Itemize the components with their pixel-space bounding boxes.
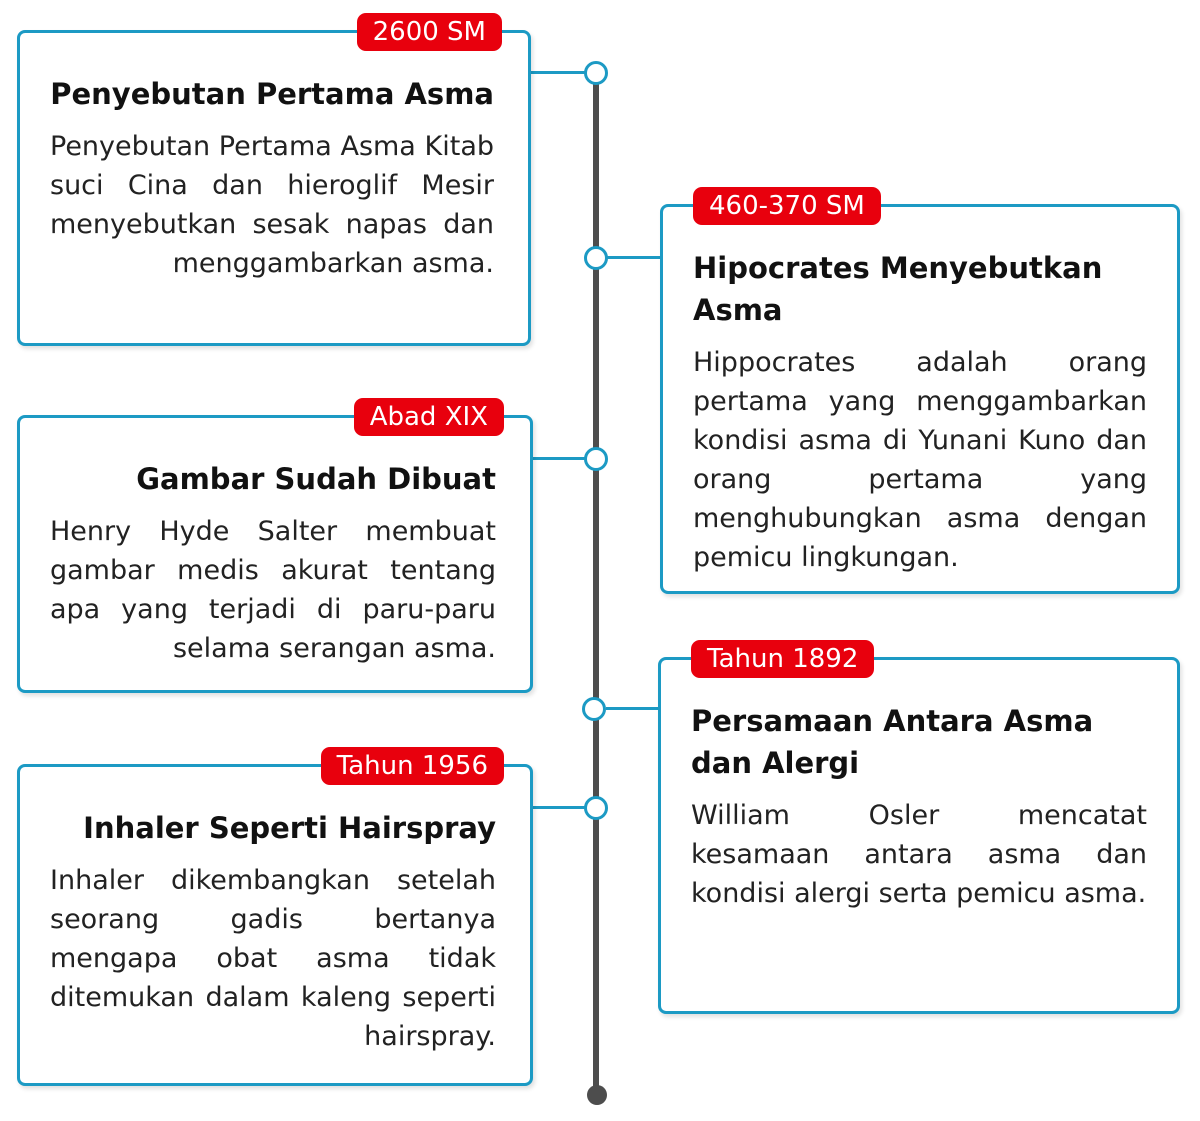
timeline-end-dot — [587, 1085, 607, 1105]
timeline-axis — [593, 74, 599, 1096]
event-description: Hippocrates adalah orang pertama yang menggambarkan kondisi asma di Yunani Kuno dan orang pertama yang menghubungkan asma dengan pemicu lingkungan. — [693, 347, 1147, 573]
event-card-1 — [17, 17, 531, 346]
date-badge: Abad XIX — [354, 398, 504, 436]
date-badge: Tahun 1892 — [691, 640, 874, 678]
event-title: Gambar Sudah Dibuat — [136, 462, 496, 496]
timeline-node-5 — [584, 796, 608, 820]
date-badge: 460-370 SM — [693, 187, 881, 225]
date-badge: 2600 SM — [357, 13, 502, 51]
connector-event-3 — [530, 457, 586, 460]
event-title: Penyebutan Pertama Asma — [50, 77, 494, 111]
connector-event-2 — [606, 256, 662, 259]
event-description: William Osler mencatat kesamaan antara asma dan kondisi alergi serta pemicu asma. — [691, 800, 1147, 909]
connector-event-1 — [530, 71, 586, 74]
timeline-node-3 — [584, 447, 608, 471]
event-title: Inhaler Seperti Hairspray — [83, 811, 496, 845]
timeline-node-1 — [584, 61, 608, 85]
event-title: Hipocrates Menyebutkan Asma — [693, 251, 1103, 327]
event-title: Persamaan Antara Asma dan Alergi — [691, 704, 1094, 780]
event-card-3 — [17, 402, 533, 693]
connector-event-5 — [530, 806, 586, 809]
timeline-node-2 — [584, 246, 608, 270]
timeline-node-4 — [582, 697, 606, 721]
event-description: Penyebutan Pertama Asma Kitab suci Cina dan hieroglif Mesir menyebutkan sesak napas dan menggambarkan asma. — [50, 131, 494, 279]
event-card-4 — [658, 644, 1180, 1014]
event-description: Inhaler dikembangkan setelah seorang gadis bertanya mengapa obat asma tidak ditemukan dalam kaleng seperti hairspray. — [50, 865, 496, 1052]
connector-event-4 — [606, 707, 662, 710]
event-description: Henry Hyde Salter membuat gambar medis akurat tentang apa yang terjadi di paru-paru selama serangan asma. — [50, 516, 496, 664]
event-card-5 — [17, 751, 533, 1086]
event-card-2 — [660, 191, 1180, 594]
date-badge: Tahun 1956 — [321, 747, 504, 785]
